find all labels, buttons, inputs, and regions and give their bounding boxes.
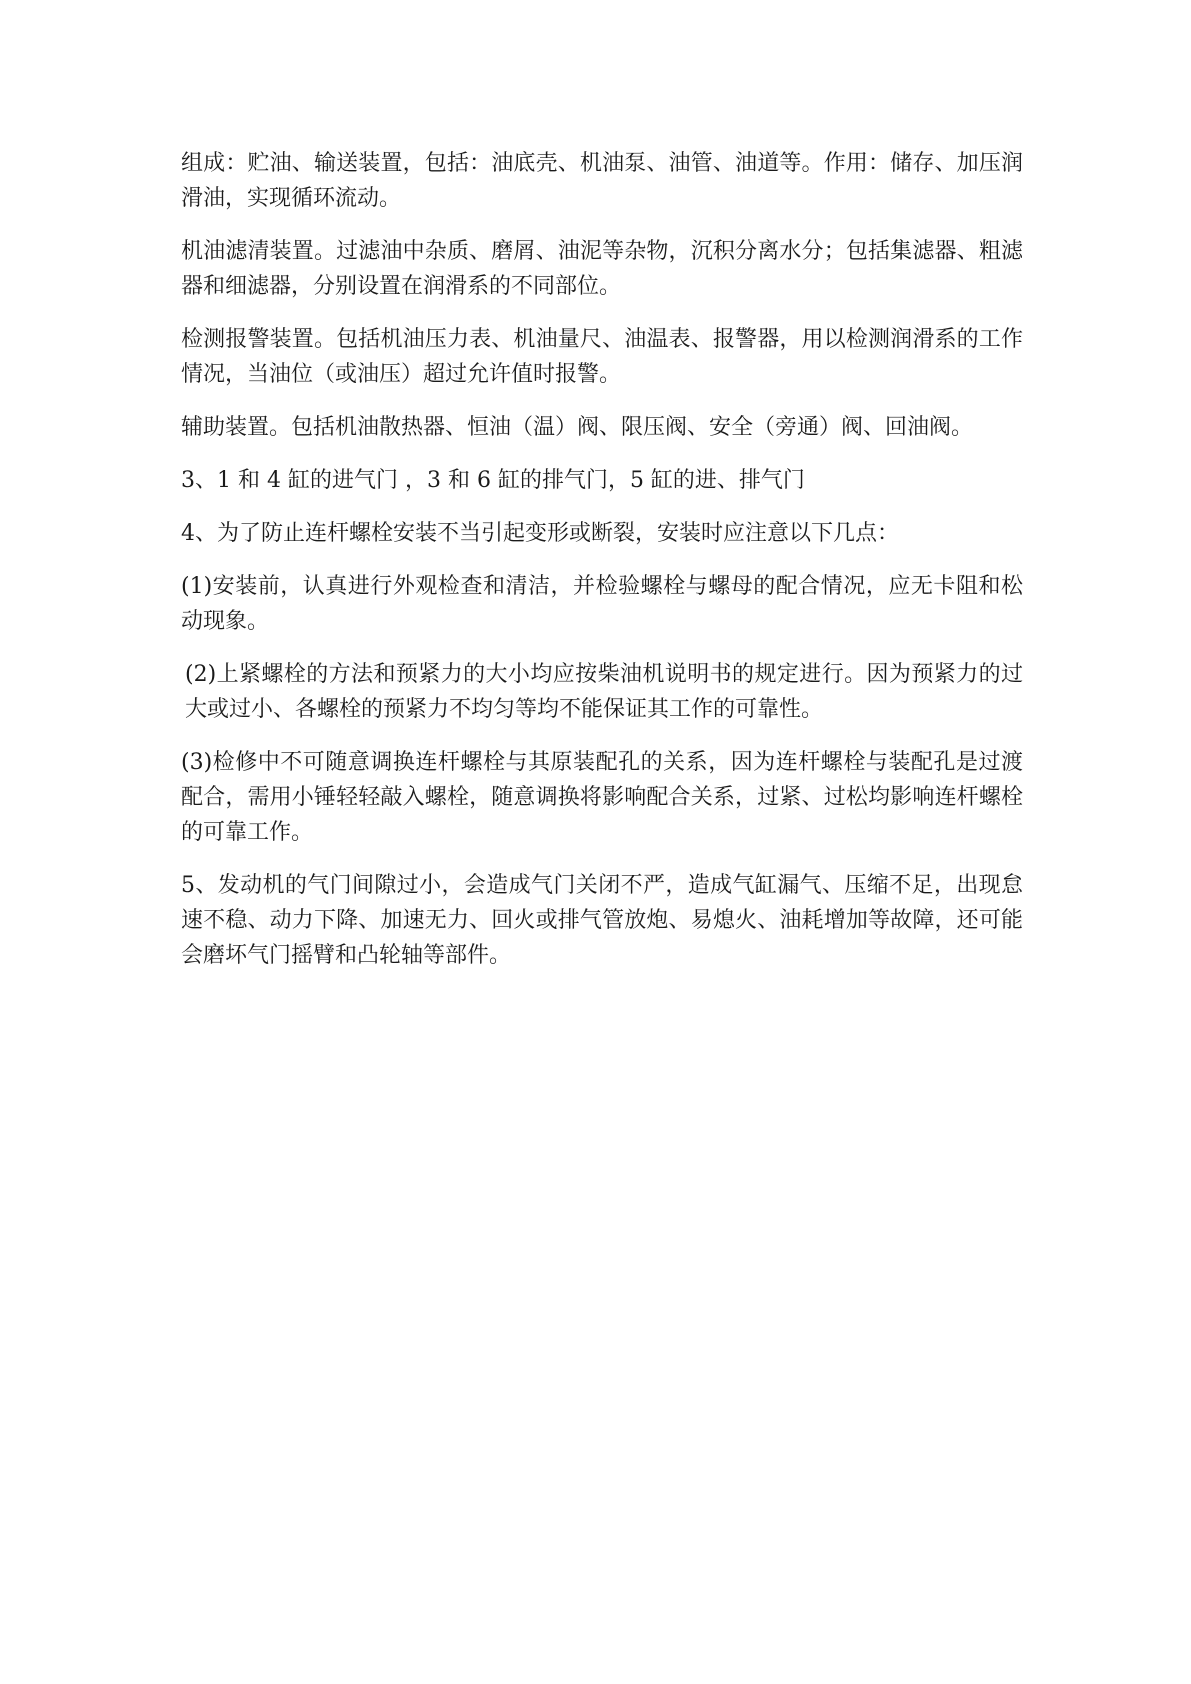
paragraph-oil-filtering: 机油滤清装置。过滤油中杂质、磨屑、油泥等杂物，沉积分离水分；包括集滤器、粗滤器和细滤器，分别设置在润滑系的不同部位。 [181,239,1023,299]
paragraph-auxiliary-devices: 辅助装置。包括机油散热器、恒油（温）阀、限压阀、安全（旁通）阀、回油阀。 [181,415,974,440]
paragraph-point-2: (2)上紧螺栓的方法和预紧力的大小均应按柴油机说明书的规定进行。因为预紧力的过大或过小、各螺栓的预紧力不均匀等均不能保证其工作的可靠性。 [185,662,1023,722]
paragraph-answer-3: 3、1 和 4 缸的进气门 ，3 和 6 缸的排气门，5 缸的进、排气门 [181,468,805,493]
paragraph-oil-storage-delivery: 组成：贮油、输送装置，包括：油底壳、机油泵、油管、油道等。作用：储存、加压润滑油，实现循环流动。 [181,151,1023,211]
paragraph-answer-5: 5、发动机的气门间隙过小，会造成气门关闭不严，造成气缸漏气、压缩不足，出现怠速不稳、动力下降、加速无力、回火或排气管放炮、易熄火、油耗增加等故障，还可能会磨坏气门摇臂和凸轮轴等部件。 [181,873,1023,968]
paragraph-detection-alarm: 检测报警装置。包括机油压力表、机油量尺、油温表、报警器，用以检测润滑系的工作情况，当油位（或油压）超过允许值时报警。 [181,327,1023,387]
document-body [181,146,1023,991]
paragraph-point-3: (3)检修中不可随意调换连杆螺栓与其原装配孔的关系，因为连杆螺栓与装配孔是过渡配合，需用小锤轻轻敲入螺栓，随意调换将影响配合关系，过紧、过松均影响连杆螺栓的可靠工作。 [181,750,1023,845]
paragraph-point-1: (1)安装前，认真进行外观检查和清洁，并检验螺栓与螺母的配合情况，应无卡阻和松动现象。 [181,574,1023,634]
paragraph-answer-4: 4、为了防止连杆螺栓安装不当引起变形或断裂，安装时应注意以下几点： [181,521,899,546]
